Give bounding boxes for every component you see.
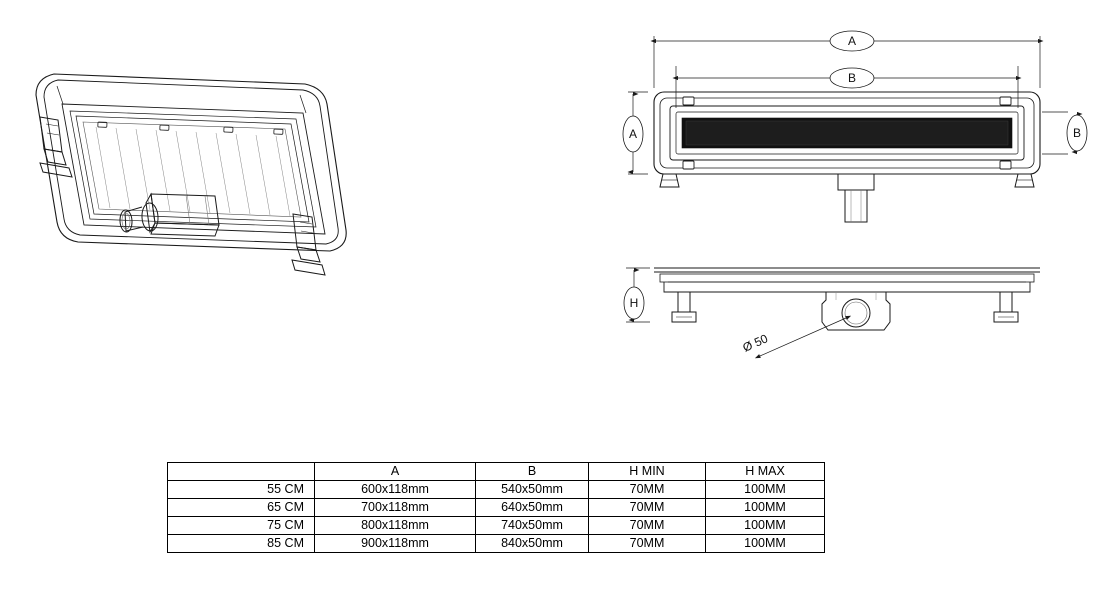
cell-a: 800x118mm xyxy=(315,517,476,535)
specification-table xyxy=(167,462,825,553)
table-row xyxy=(168,517,825,535)
cell-hmax: 100MM xyxy=(706,499,825,517)
outlet-diameter-leader xyxy=(760,318,846,356)
header-size xyxy=(168,463,315,481)
cell-hmax: 100MM xyxy=(706,535,825,553)
dimension-label-b-top: B xyxy=(847,71,857,85)
table-row xyxy=(168,481,825,499)
dimension-label-a-left: A xyxy=(628,127,638,141)
cell-b: 740x50mm xyxy=(476,517,589,535)
header-hmax: H MAX xyxy=(706,463,825,481)
dimension-label-a-top: A xyxy=(847,34,857,48)
dimension-h-left xyxy=(624,268,650,322)
cell-b: 640x50mm xyxy=(476,499,589,517)
cell-a: 900x118mm xyxy=(315,535,476,553)
dimension-label-b-right: B xyxy=(1072,126,1082,140)
cell-size: 75 CM xyxy=(168,517,315,535)
header-b: B xyxy=(476,463,589,481)
header-a: A xyxy=(315,463,476,481)
cell-b: 840x50mm xyxy=(476,535,589,553)
side-view xyxy=(624,268,1040,356)
cell-hmin: 70MM xyxy=(589,481,706,499)
cell-hmin: 70MM xyxy=(589,535,706,553)
cell-a: 600x118mm xyxy=(315,481,476,499)
header-hmin: H MIN xyxy=(589,463,706,481)
cell-size: 55 CM xyxy=(168,481,315,499)
cell-size: 85 CM xyxy=(168,535,315,553)
cell-hmin: 70MM xyxy=(589,517,706,535)
cell-size: 65 CM xyxy=(168,499,315,517)
cell-a: 700x118mm xyxy=(315,499,476,517)
cell-b: 540x50mm xyxy=(476,481,589,499)
dimension-label-h: H xyxy=(629,296,639,310)
table-row xyxy=(168,535,825,553)
cell-hmin: 70MM xyxy=(589,499,706,517)
isometric-view xyxy=(36,74,346,275)
table-row xyxy=(168,499,825,517)
cell-hmax: 100MM xyxy=(706,517,825,535)
dimension-label-diameter: Ø 50 xyxy=(740,331,770,355)
table-header-row xyxy=(168,463,825,481)
cell-hmax: 100MM xyxy=(706,481,825,499)
top-view xyxy=(623,31,1087,222)
